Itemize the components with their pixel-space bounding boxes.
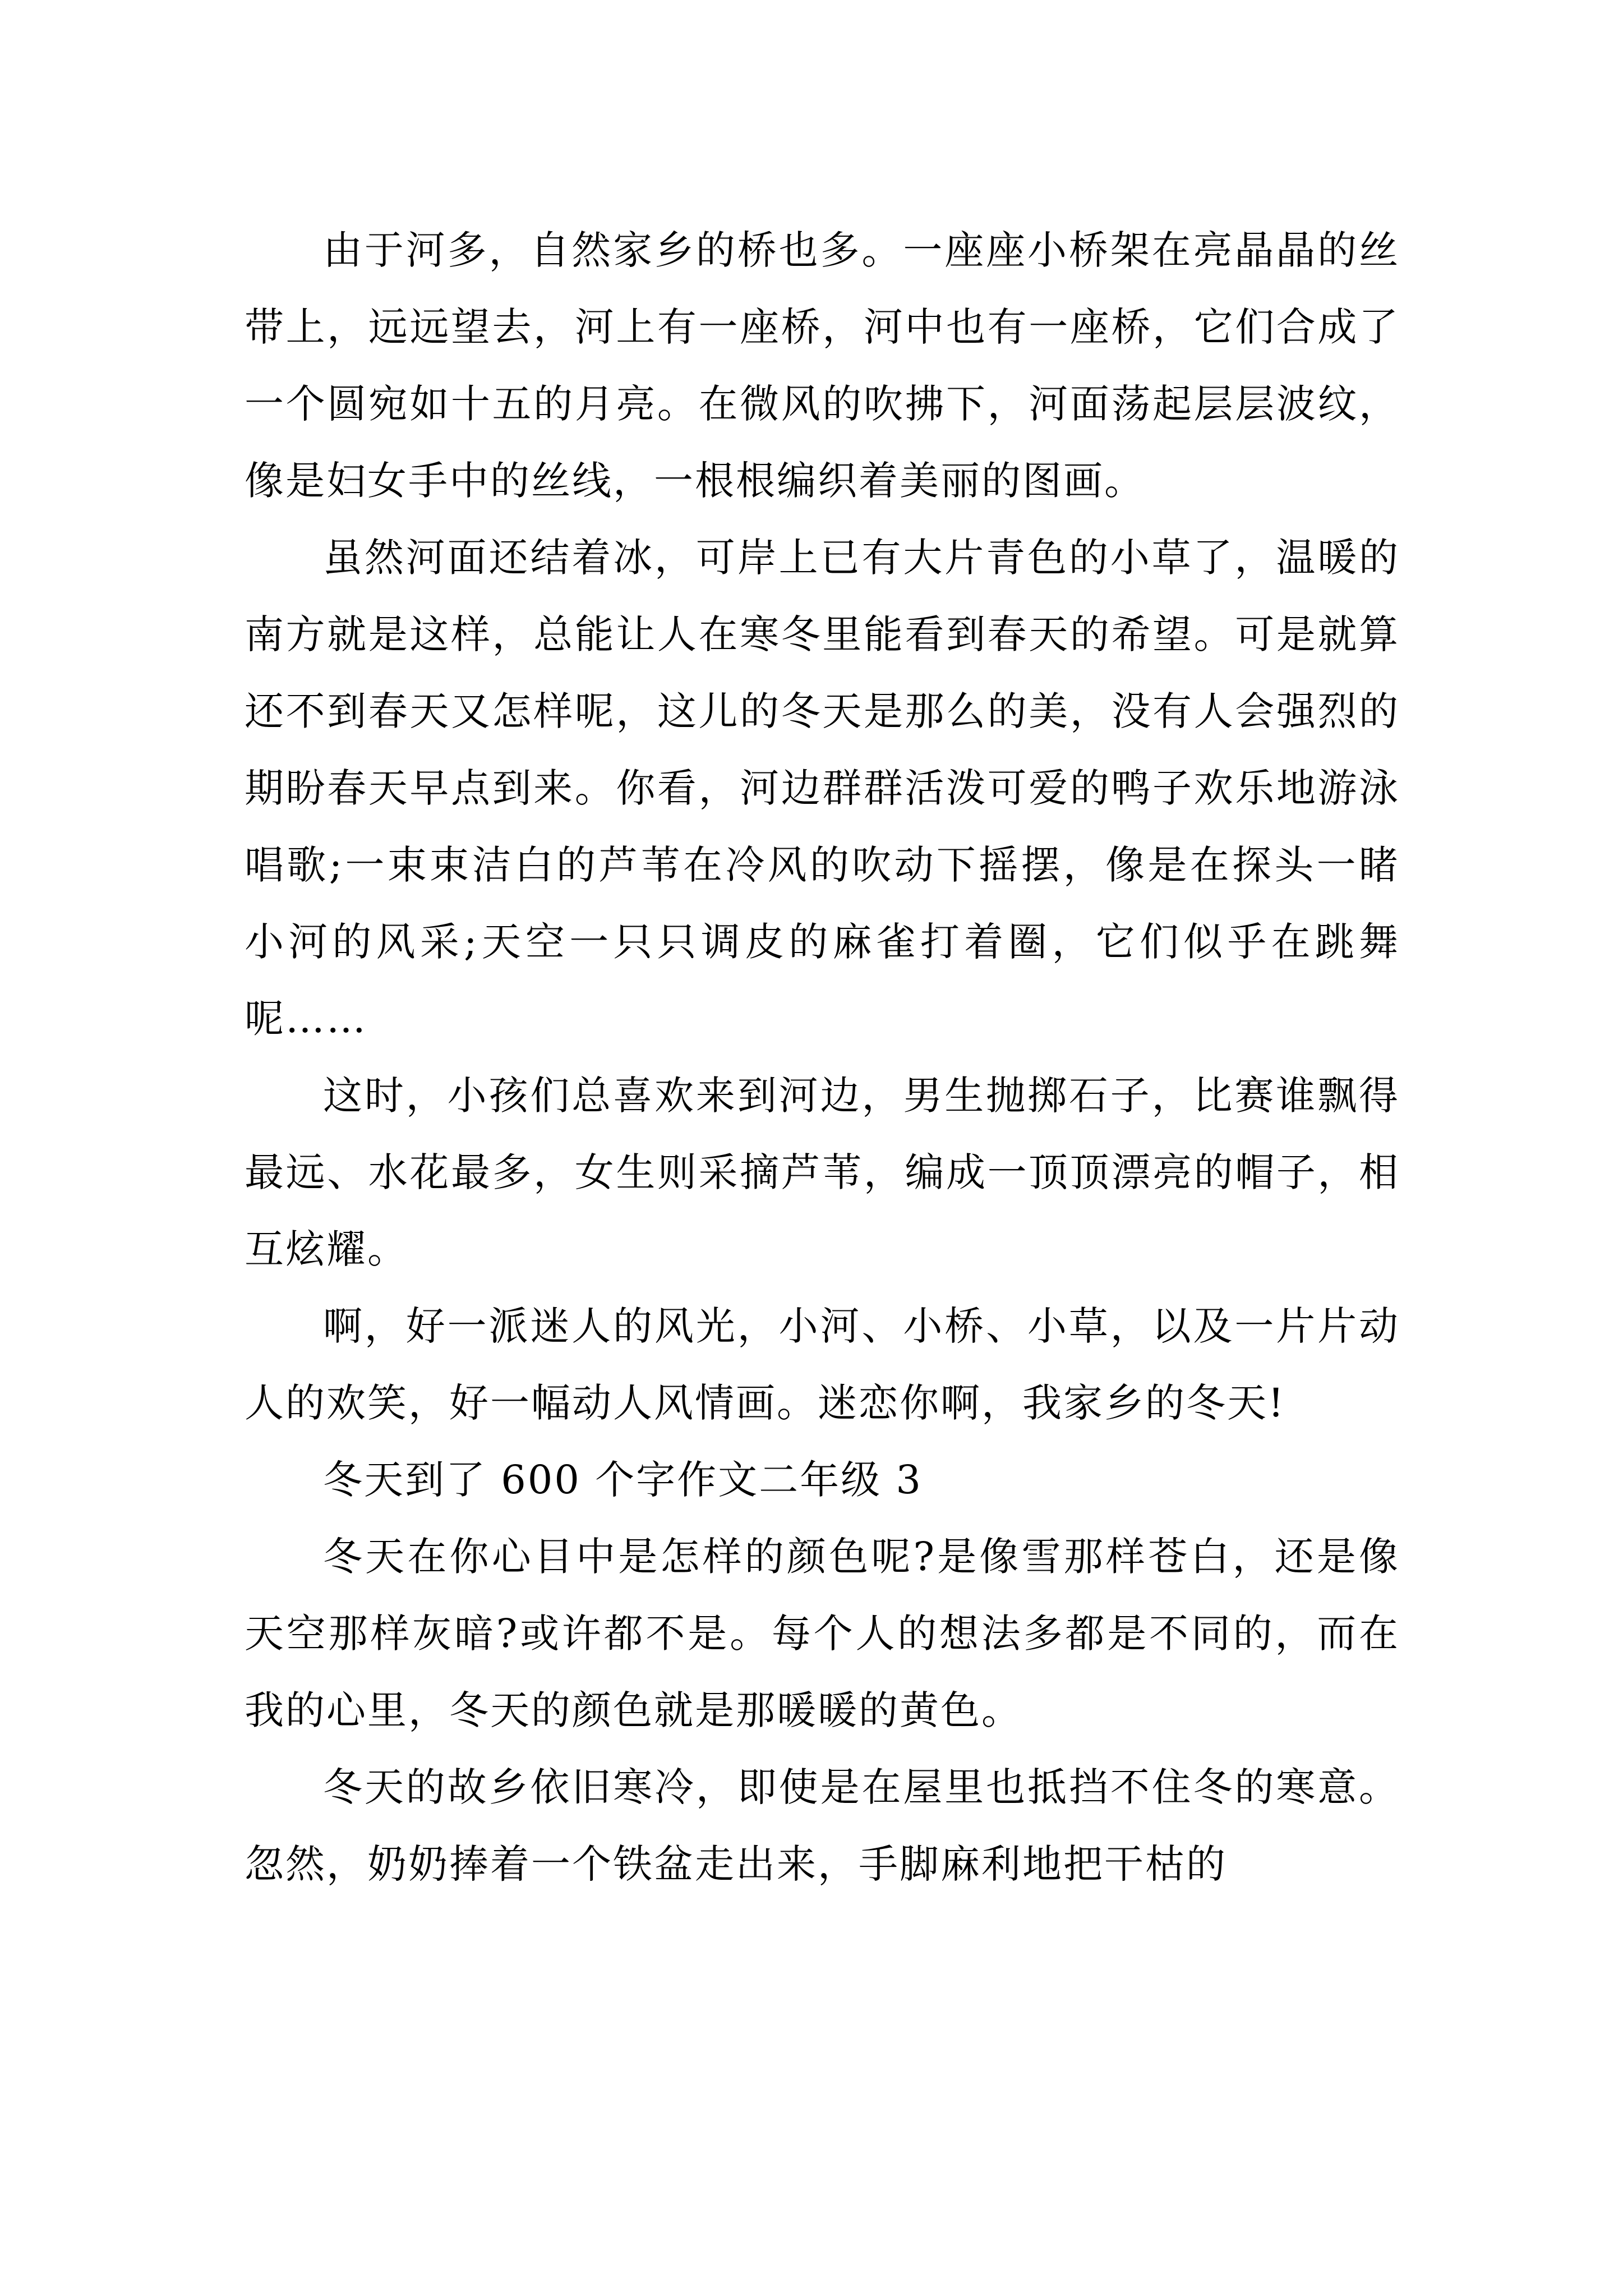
paragraph-children: 这时，小孩们总喜欢来到河边，男生抛掷石子，比赛谁飘得最远、水花最多，女生则采摘芦苇，编成一顶顶漂亮的帽子，相互炫耀。 <box>245 1073 1400 1272</box>
paragraph-winter-river: 虽然河面还结着冰，可岸上已有大片青色的小草了，温暖的南方就是这样，总能让人在寒冬里能看到春天的希望。可是就算还不到春天又怎样呢，这儿的冬天是那么的美，没有人会强烈的期盼春天早点到来。你看，河边群群活泼可爱的鸭子欢乐地游泳唱歌;一束束洁白的芦苇在冷风的吹动下摇摆，像是在探头一睹小河的风采;天空一只只调皮的麻雀打着圈，它们似乎在跳舞呢…… <box>245 535 1400 1042</box>
paragraph-scenery: 啊，好一派迷人的风光，小河、小桥、小草，以及一片片动人的欢笑，好一幅动人风情画。迷恋你啊，我家乡的冬天! <box>245 1303 1400 1426</box>
document-body <box>245 212 1400 1903</box>
paragraph-hometown-cold: 冬天的故乡依旧寒冷，即使是在屋里也抵挡不住冬的寒意。忽然，奶奶捧着一个铁盆走出来，手脚麻利地把干枯的 <box>245 1764 1400 1887</box>
essay-heading: 冬天到了 600 个字作文二年级 3 <box>323 1457 923 1503</box>
paragraph-winter-color: 冬天在你心目中是怎样的颜色呢?是像雪那样苍白，还是像天空那样灰暗?或许都不是。每个人的想法多都是不同的，而在我的心里，冬天的颜色就是那暖暖的黄色。 <box>245 1534 1400 1733</box>
paragraph-bridges: 由于河多，自然家乡的桥也多。一座座小桥架在亮晶晶的丝带上，远远望去，河上有一座桥，河中也有一座桥，它们合成了一个圆宛如十五的月亮。在微风的吹拂下，河面荡起层层波纹，像是妇女手中的丝线，一根根编织着美丽的图画。 <box>245 227 1400 504</box>
